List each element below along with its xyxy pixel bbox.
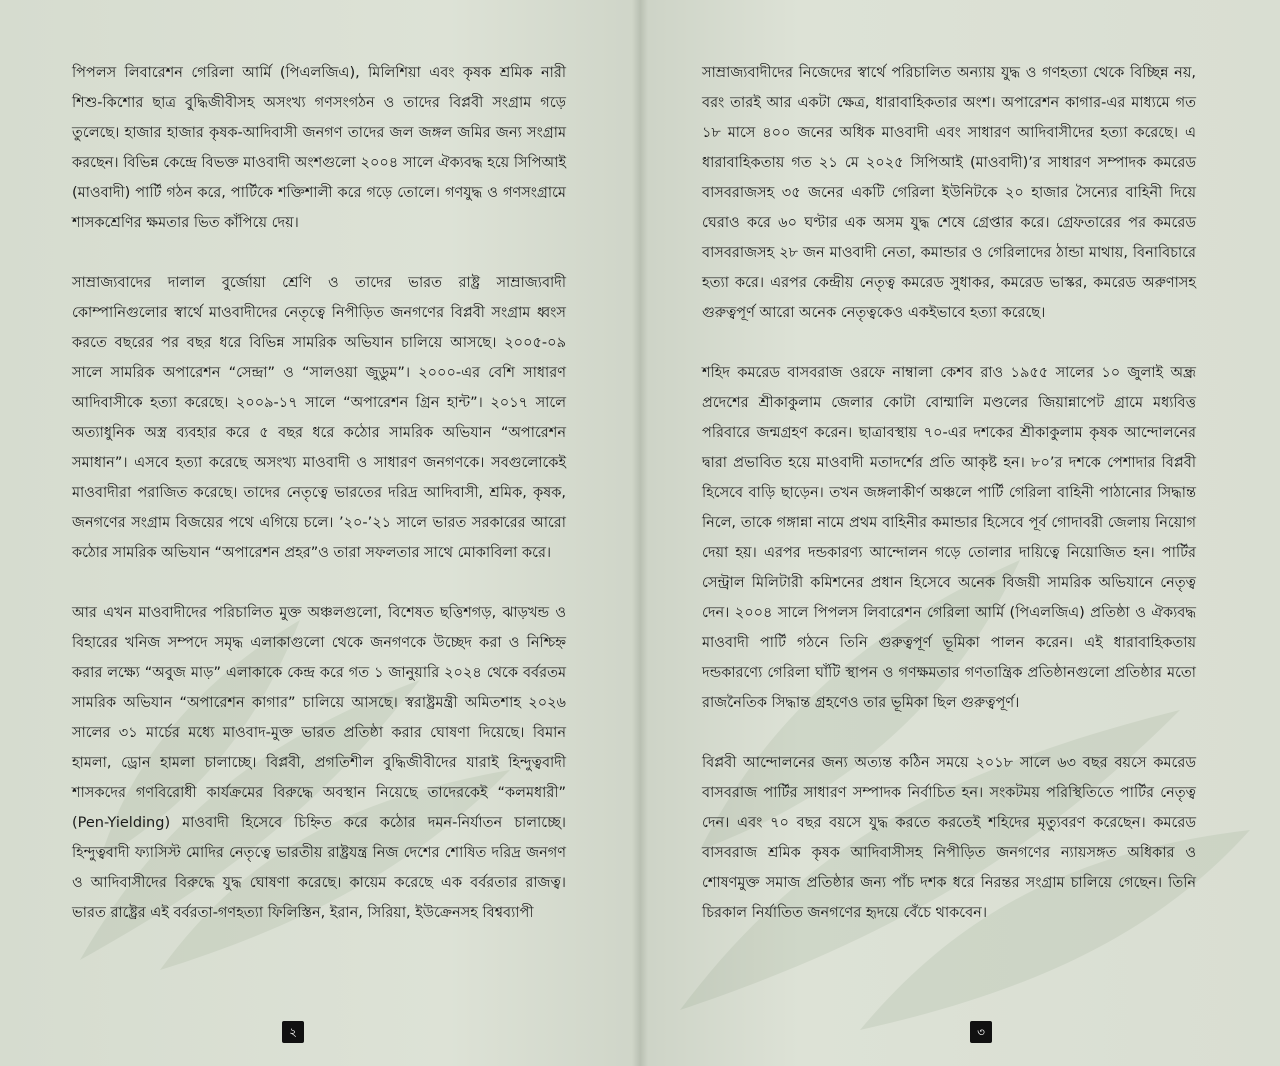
paragraph: শহিদ কমরেড বাসবরাজ ওরফে নাম্বালা কেশব রাও ১৯৫৫ সালের ১০ জুলাই অন্ধ্র প্রদেশের শ্রীকাকুলাম জেলার কোটা বোম্মালি মণ্ডলের জিয়ান্নাপেট গ্রামে মধ্যবিত্ত পরিবারে জন্মগ্রহণ করেন। ছাত্রাবস্থায় ৭০-এর দশকের শ্রীকাকুলাম কৃষক আন্দোলনের দ্বারা প্রভাবিত হয়ে মাওবাদী মতাদর্শের প্রতি আকৃষ্ট হন। ৮০’র দশকে পেশাদার বিপ্লবী হিসেবে বাড়ি ছাড়েন। তখন জঙ্গলাকীর্ণ অঞ্চলে পার্টি গেরিলা বাহিনী পাঠানোর সিদ্ধান্ত নিলে, তাকে গঙ্গান্না নামে প্রথম বাহিনীর কমান্ডার হিসেবে পূর্ব গোদাবরী জেলায় নিয়োগ দেয়া হয়। এরপর দন্ডকারণ্য আন্দোলন গড়ে তোলার দায়িত্বে নিয়োজিত হন। পার্টির সেন্ট্রাল মিলিটারী কমিশনের প্রধান হিসেবে অনেক বিজয়ী সামরিক অভিযানে নেতৃত্ব দেন। ২০০৪ সালে পিপলস লিবারেশন গেরিলা আর্মি (পিএলজিএ) প্রতিষ্ঠা ও ঐক্যবদ্ধ মাওবাদী পার্টি গঠনে তিনি গুরুত্বপূর্ণ ভূমিকা পালন করেন। এই ধারাবাহিকতায় দন্ডকারণ্যে গেরিলা ঘাঁটি স্থাপন ও গণক্ষমতার গণতান্ত্রিক প্রতিষ্ঠানগুলো প্রতিষ্ঠার মতো রাজনৈতিক সিদ্ধান্ত গ্রহণেও তার ভূমিকা ছিল গুরুত্বপূর্ণ। (702, 365, 1196, 711)
page-number: ২ (282, 1021, 304, 1043)
paragraph: সাম্রাজ্যবাদের দালাল বুর্জোয়া শ্রেণি ও তাদের ভারত রাষ্ট্র সাম্রাজ্যবাদী কোম্পানিগুলোর স্বার্থে মাওবাদীদের নেতৃত্বে নিপীড়িত জনগণের বিপ্লবী সংগ্রাম ধ্বংস করতে বছরের পর বছর ধরে বিভিন্ন সামরিক অভিযান চালিয়ে আসছে। ২০০৫-০৯ সালে সামরিক অপারেশন “সেন্দ্রা” ও “সালওয়া জুডুম”। ২০০০-এর বেশি সাধারণ আদিবাসীকে হত্যা করেছে। ২০০৯-১৭ সালে “অপারেশন গ্রিন হান্ট”। ২০১৭ সালে অত্যাধুনিক অস্ত্র ব্যবহার করে ৫ বছর ধরে কঠোর সামরিক অভিযান “অপারেশন সমাধান”। এসবে হত্যা করেছে অসংখ্য মাওবাদী ও সাধারণ জনগণকে। সবগুলোকেই মাওবাদীরা পরাজিত করেছে। তাদের নেতৃত্বে ভারতের দরিদ্র আদিবাসী, শ্রমিক, কৃষক, জনগণের সংগ্রাম বিজয়ের পথে এগিয়ে চলে। ’২০-’২১ সালে ভারত সরকারের আরো কঠোর সামরিক অভিযান “অপারেশন প্রহর”ও তারা সফলতার সাথে মোকাবিলা করে। (72, 275, 566, 561)
paragraph: আর এখন মাওবাদীদের পরিচালিত মুক্ত অঞ্চলগুলো, বিশেষত ছত্তিশগড়, ঝাড়খন্ড ও বিহারের খনিজ সম্পদে সমৃদ্ধ এলাকাগুলো থেকে জনগণকে উচ্ছেদ করা ও নিশ্চিহ্ন করার লক্ষ্যে “অবুজ মাড়” এলাকাকে কেন্দ্র করে গত ১ জানুয়ারি ২০২৪ থেকে বর্বরতম সামরিক অভিযান “অপারেশন কাগার” চালিয়ে আসছে। স্বরাষ্ট্রমন্ত্রী অমিতশাহ ২০২৬ সালের ৩১ মার্চের মধ্যে মাওবাদ-মুক্ত ভারত প্রতিষ্ঠা করার ঘোষণা দিয়েছে। বিমান হামলা, ড্রোন হামলা চালাচ্ছে। বিপ্লবী, প্রগতিশীল বুদ্ধিজীবীদের যারাই হিন্দুত্ববাদী শাসকদের গণবিরোধী কার্যক্রমের বিরুদ্ধে অবস্থান নিয়েছে তাদেরকেই “কলমধারী” (Pen-Yielding) মাওবাদী হিসেবে চিহ্নিত করে কঠোর দমন-নির্যাতন চালাচ্ছে। হিন্দুত্ববাদী ফ্যাসিস্ট মোদির নেতৃত্বে ভারতীয় রাষ্ট্রযন্ত্র নিজ দেশের শোষিত দরিদ্র জনগণ ও আদিবাসীদের বিরুদ্ধে যুদ্ধ ঘোষণা করেছে। কায়েম করেছে এক বর্বরতার রাজত্ব। ভারত রাষ্ট্রের এই বর্বরতা-গণহত্যা ফিলিস্তিন, ইরান, সিরিয়া, ইউক্রেনসহ বিশ্বব্যাপী (72, 605, 566, 921)
paragraph: পিপলস লিবারেশন গেরিলা আর্মি (পিএলজিএ), মিলিশিয়া এবং কৃষক শ্রমিক নারী শিশু-কিশোর ছাত্র বুদ্ধিজীবীসহ অসংখ্য গণসংগঠন ও তাদের বিপ্লবী সংগ্রাম গড়ে তুলেছে। হাজার হাজার কৃষক-আদিবাসী জনগণ তাদের জল জঙ্গল জমির জন্য সংগ্রাম করছেন। বিভিন্ন কেন্দ্রে বিভক্ত মাওবাদী অংশগুলো ২০০৪ সালে ঐক্যবদ্ধ হয়ে সিপিআই (মাওবাদী) পার্টি গঠন করে, পার্টিকে শক্তিশালী করে গড়ে তোলে। গণযুদ্ধ ও গণসংগ্রামে শাসকশ্রেণির ক্ষমতার ভিত কাঁপিয়ে দেয়। (72, 65, 566, 231)
page-number: ৩ (970, 1021, 992, 1043)
paragraph: বিপ্লবী আন্দোলনের জন্য অত্যন্ত কঠিন সময়ে ২০১৮ সালে ৬৩ বছর বয়সে কমরেড বাসবরাজ পার্টির সাধারণ সম্পাদক নির্বাচিত হন। সংকটময় পরিস্থিতিতে পার্টির নেতৃত্ব দেন। এবং ৭০ বছর বয়সে যুদ্ধ করতে করতেই শহিদের মৃত্যুবরণ করেছেন। কমরেড বাসবরাজ শ্রমিক কৃষক আদিবাসীসহ নিপীড়িত জনগণের ন্যায়সঙ্গত অধিকার ও শোষণমুক্ত সমাজ প্রতিষ্ঠার জন্য পাঁচ দশক ধরে নিরন্তর সংগ্রাম চালিয়ে গেছেন। তিনি চিরকাল নির্যাতিত জনগণের হৃদয়ে বেঁচে থাকবেন। (702, 755, 1196, 921)
left-page-text (72, 58, 566, 958)
right-page-text (702, 58, 1196, 958)
paragraph: সাম্রাজ্যবাদীদের নিজেদের স্বার্থে পরিচালিত অন্যায় যুদ্ধ ও গণহত্যা থেকে বিচ্ছিন্ন নয়, বরং তারই আর একটা ক্ষেত্র, ধারাবাহিকতার অংশ। অপারেশন কাগার-এর মাধ্যমে গত ১৮ মাসে ৪০০ জনের অধিক মাওবাদী এবং সাধারণ আদিবাসীদের হত্যা করেছে। এ ধারাবাহিকতায় গত ২১ মে ২০২৫ সিপিআই (মাওবাদী)’র সাধারণ সম্পাদক কমরেড বাসবরাজসহ ৩৫ জনের একটি গেরিলা ইউনিটকে ২০ হাজার সৈন্যের বাহিনী দিয়ে ঘেরাও করে ৬০ ঘণ্টার এক অসম যুদ্ধ শেষে গ্রেপ্তার করে। গ্রেফতারের পর কমরেড বাসবরাজসহ ২৮ জন মাওবাদী নেতা, কমান্ডার ও গেরিলাদের ঠান্ডা মাথায়, বিনাবিচারে হত্যা করে। এরপর কেন্দ্রীয় নেতৃত্ব কমরেড সুধাকর, কমরেড ভাস্কর, কমরেড অরুণাসহ গুরুত্বপূর্ণ আরো অনেক নেতৃত্বকেও একইভাবে হত্যা করেছে। (702, 65, 1196, 321)
right-page (640, 0, 1280, 1066)
